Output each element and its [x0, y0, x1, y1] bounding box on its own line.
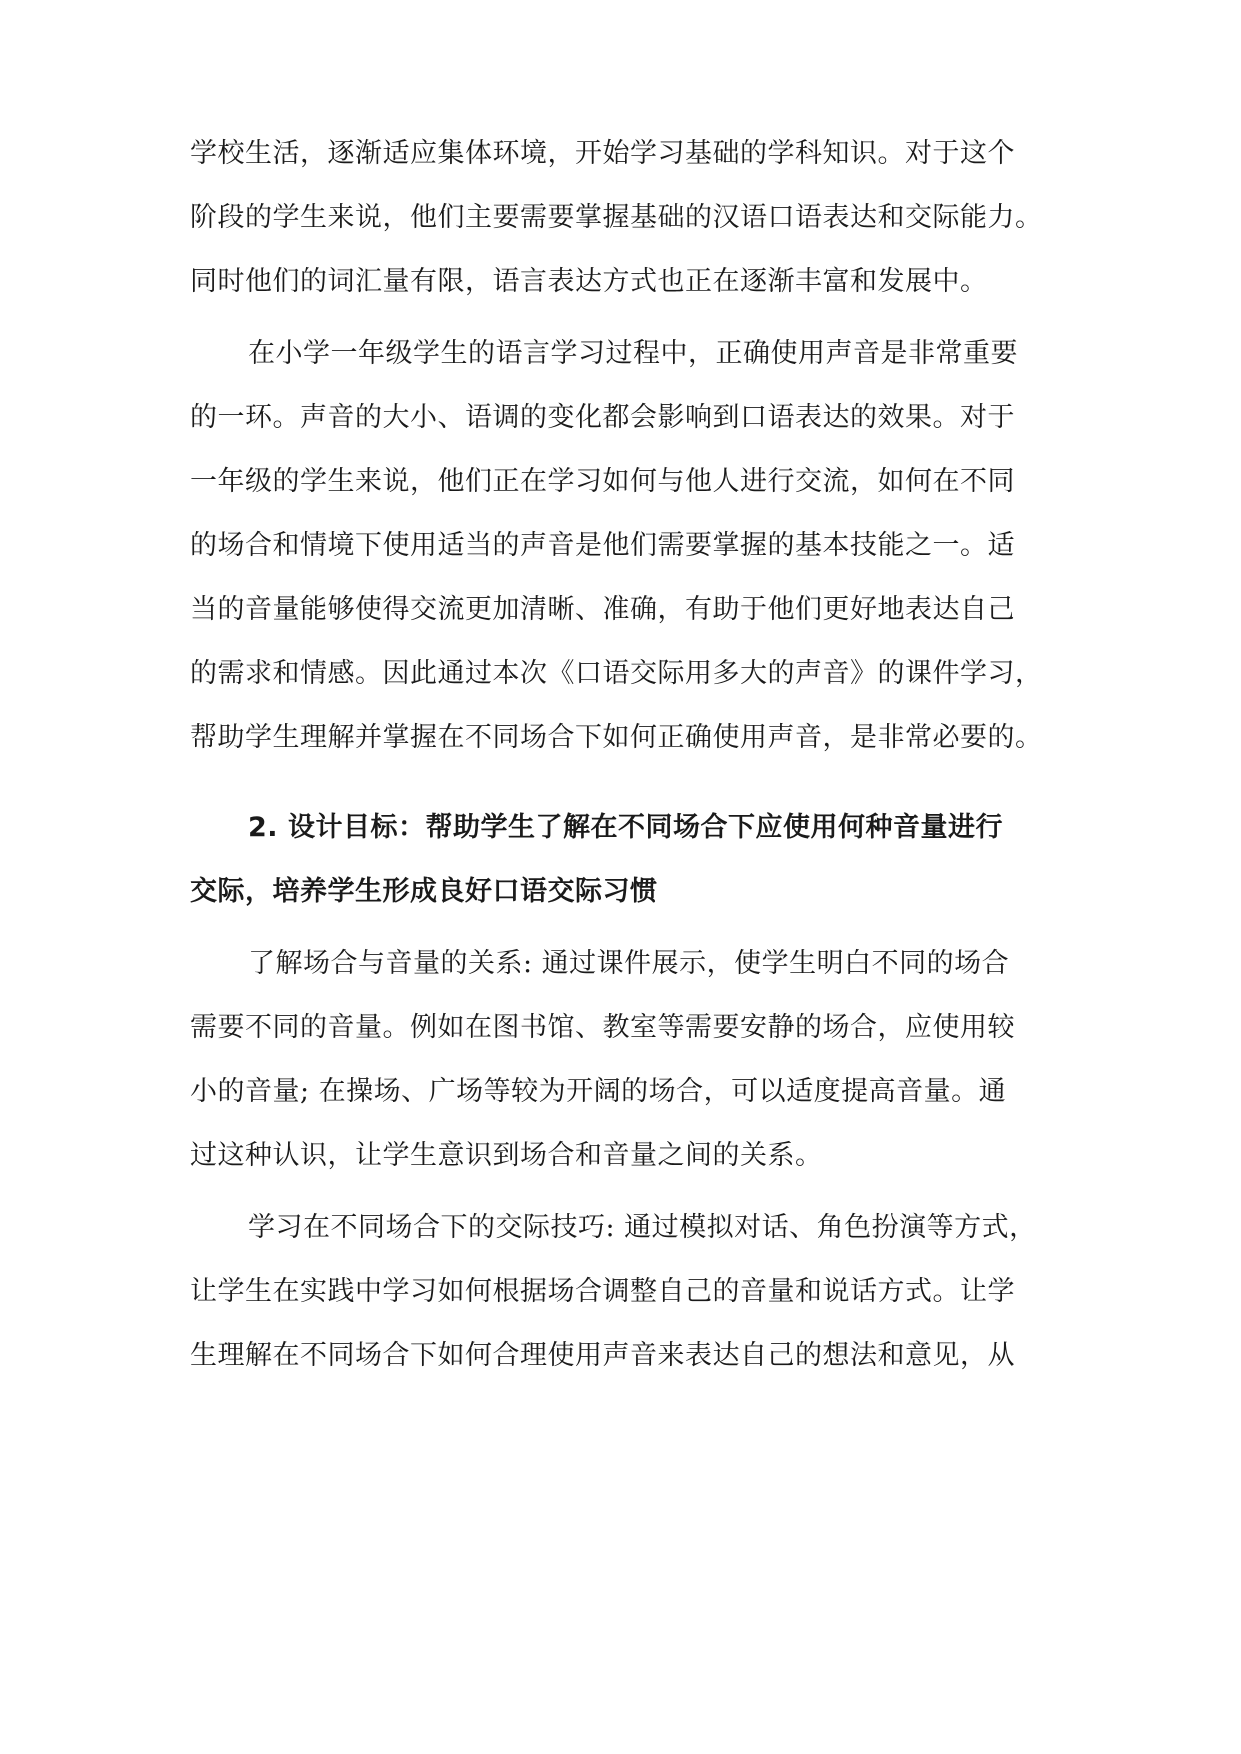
paragraph-3-line-4: 过这种认识，让学生意识到场合和音量之间的关系。	[190, 1140, 823, 1171]
paragraph-3-line-3: 小的音量; 在操场、广场等较为开阔的场合，可以适度提高音量。通	[190, 1076, 1007, 1107]
paragraph-2-line-3: 一年级的学生来说，他们正在学习如何与他人进行交流，如何在不同	[190, 466, 1015, 497]
paragraph-4-line-1: 学习在不同场合下的交际技巧: 通过模拟对话、角色扮演等方式，	[248, 1212, 1037, 1243]
paragraph-3-line-2: 需要不同的音量。例如在图书馆、教室等需要安静的场合，应使用较	[190, 1012, 1015, 1043]
paragraph-1-line-1: 学校生活，逐渐适应集体环境，开始学习基础的学科知识。对于这个	[190, 138, 1015, 169]
section-heading-line-2: 交际，培养学生形成良好口语交际习惯	[190, 876, 658, 907]
paragraph-2-line-1: 在小学一年级学生的语言学习过程中，正确使用声音是非常重要	[248, 338, 1018, 369]
paragraph-2-line-2: 的一环。声音的大小、语调的变化都会影响到口语表达的效果。对于	[190, 402, 1015, 433]
paragraph-2-line-7: 帮助学生理解并掌握在不同场合下如何正确使用声音，是非常必要的。	[190, 722, 1043, 753]
paragraph-1-line-2: 阶段的学生来说，他们主要需要掌握基础的汉语口语表达和交际能力。	[190, 202, 1043, 233]
paragraph-4-line-3: 生理解在不同场合下如何合理使用声音来表达自己的想法和意见，从	[190, 1340, 1015, 1371]
paragraph-2-line-5: 当的音量能够使得交流更加清晰、准确，有助于他们更好地表达自己	[190, 594, 1015, 625]
paragraph-2-line-6: 的需求和情感。因此通过本次《口语交际用多大的声音》的课件学习，	[190, 658, 1043, 689]
paragraph-3-line-1: 了解场合与音量的关系: 通过课件展示，使学生明白不同的场合	[248, 948, 1010, 979]
paragraph-1-line-3: 同时他们的词汇量有限，语言表达方式也正在逐渐丰富和发展中。	[190, 266, 988, 297]
paragraph-2-line-4: 的场合和情境下使用适当的声音是他们需要掌握的基本技能之一。适	[190, 530, 1015, 561]
section-heading-line-1: 2. 设计目标：帮助学生了解在不同场合下应使用何种音量进行	[248, 812, 1003, 843]
paragraph-4-line-2: 让学生在实践中学习如何根据场合调整自己的音量和说话方式。让学	[190, 1276, 1015, 1307]
